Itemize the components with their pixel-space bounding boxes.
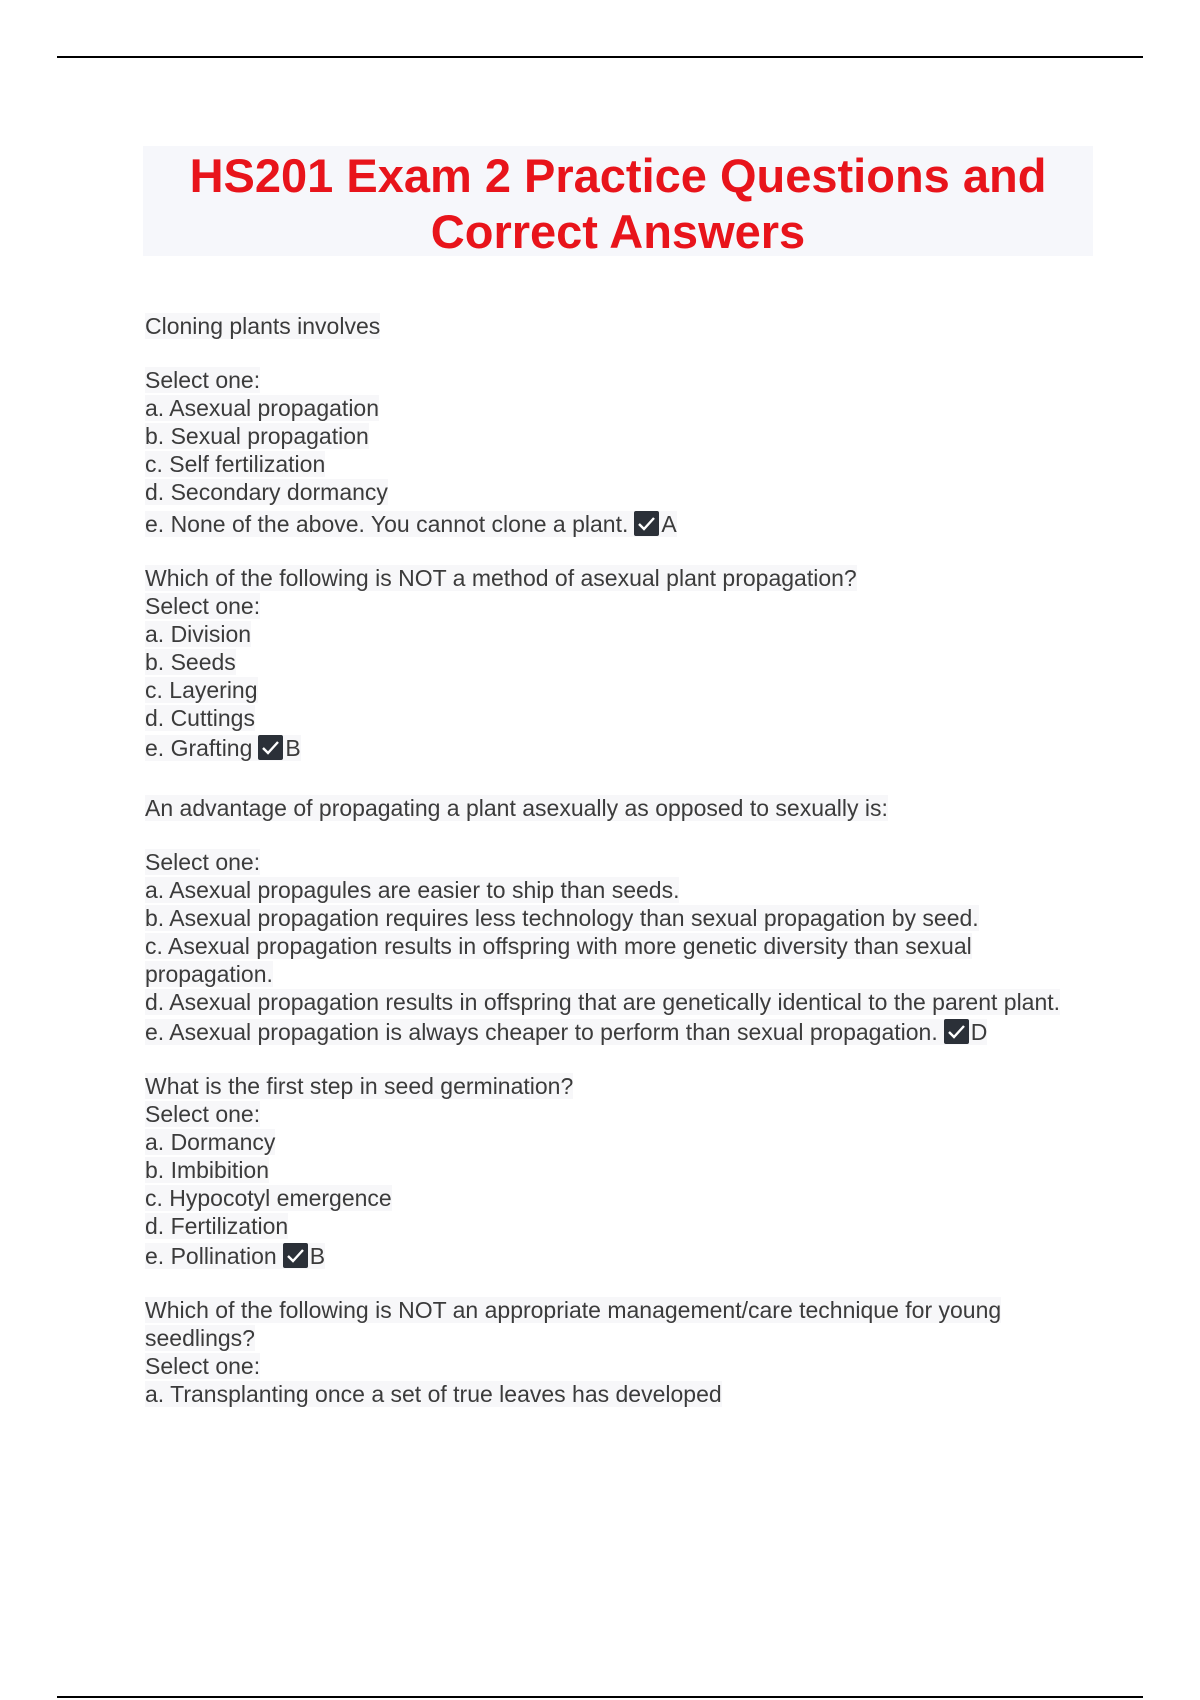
checkmark-icon — [283, 1243, 308, 1268]
correct-answer: D — [970, 1019, 988, 1045]
option-a: a. Asexual propagation — [145, 395, 380, 421]
option-b: b. Imbibition — [145, 1157, 270, 1183]
option-e: e. Pollination — [145, 1243, 277, 1269]
question-prompt: Which of the following is NOT an appropriate management/care technique for young seedlings? — [145, 1297, 1002, 1351]
select-label: Select one: — [145, 593, 261, 619]
select-label: Select one: — [145, 1353, 261, 1379]
checkmark-icon — [634, 511, 659, 536]
option-d: d. Fertilization — [145, 1213, 289, 1239]
correct-answer: A — [661, 511, 677, 537]
title-line-2: Correct Answers — [430, 205, 806, 258]
option-e: e. Asexual propagation is always cheaper to perform than sexual propagation. — [145, 1019, 938, 1045]
title-banner — [143, 146, 1093, 256]
option-c: c. Hypocotyl emergence — [145, 1185, 392, 1211]
option-b: b. Seeds — [145, 649, 236, 675]
title-line-1: HS201 Exam 2 Practice Questions and — [189, 149, 1047, 202]
bottom-rule — [57, 1696, 1143, 1698]
option-b: b. Asexual propagation requires less technology than sexual propagation by seed. — [145, 905, 979, 931]
correct-answer: B — [285, 735, 301, 761]
option-c: c. Asexual propagation results in offspring with more genetic diversity than sexual propagation. — [145, 933, 972, 987]
question-prompt: An advantage of propagating a plant asexually as opposed to sexually is: — [145, 795, 888, 821]
option-a: a. Dormancy — [145, 1129, 276, 1155]
question-4 — [145, 1072, 1065, 1270]
option-c: c. Layering — [145, 677, 258, 703]
top-rule — [57, 56, 1143, 58]
option-a: a. Division — [145, 621, 252, 647]
select-label: Select one: — [145, 849, 261, 875]
question-1 — [145, 312, 1065, 538]
select-label: Select one: — [145, 1101, 261, 1127]
questions-content — [145, 312, 1065, 1408]
option-a: a. Asexual propagules are easier to ship than seeds. — [145, 877, 680, 903]
question-5 — [145, 1296, 1065, 1408]
option-a: a. Transplanting once a set of true leaves has developed — [145, 1381, 722, 1407]
question-2 — [145, 564, 1065, 762]
page-title — [143, 146, 1093, 260]
option-e: e. Grafting — [145, 735, 253, 761]
option-b: b. Sexual propagation — [145, 423, 369, 449]
question-prompt: Which of the following is NOT a method of asexual plant propagation? — [145, 565, 857, 591]
question-prompt: Cloning plants involves — [145, 313, 381, 339]
select-label: Select one: — [145, 367, 261, 393]
option-d: d. Cuttings — [145, 705, 255, 731]
option-e: e. None of the above. You cannot clone a plant. — [145, 511, 629, 537]
correct-answer: B — [309, 1243, 326, 1269]
question-3 — [145, 794, 1065, 1046]
option-c: c. Self fertilization — [145, 451, 326, 477]
option-d: d. Asexual propagation results in offspring that are genetically identical to the parent plant. — [145, 989, 1061, 1015]
question-prompt: What is the first step in seed germination? — [145, 1073, 574, 1099]
option-d: d. Secondary dormancy — [145, 479, 388, 505]
checkmark-icon — [944, 1019, 969, 1044]
checkmark-icon — [258, 735, 283, 760]
